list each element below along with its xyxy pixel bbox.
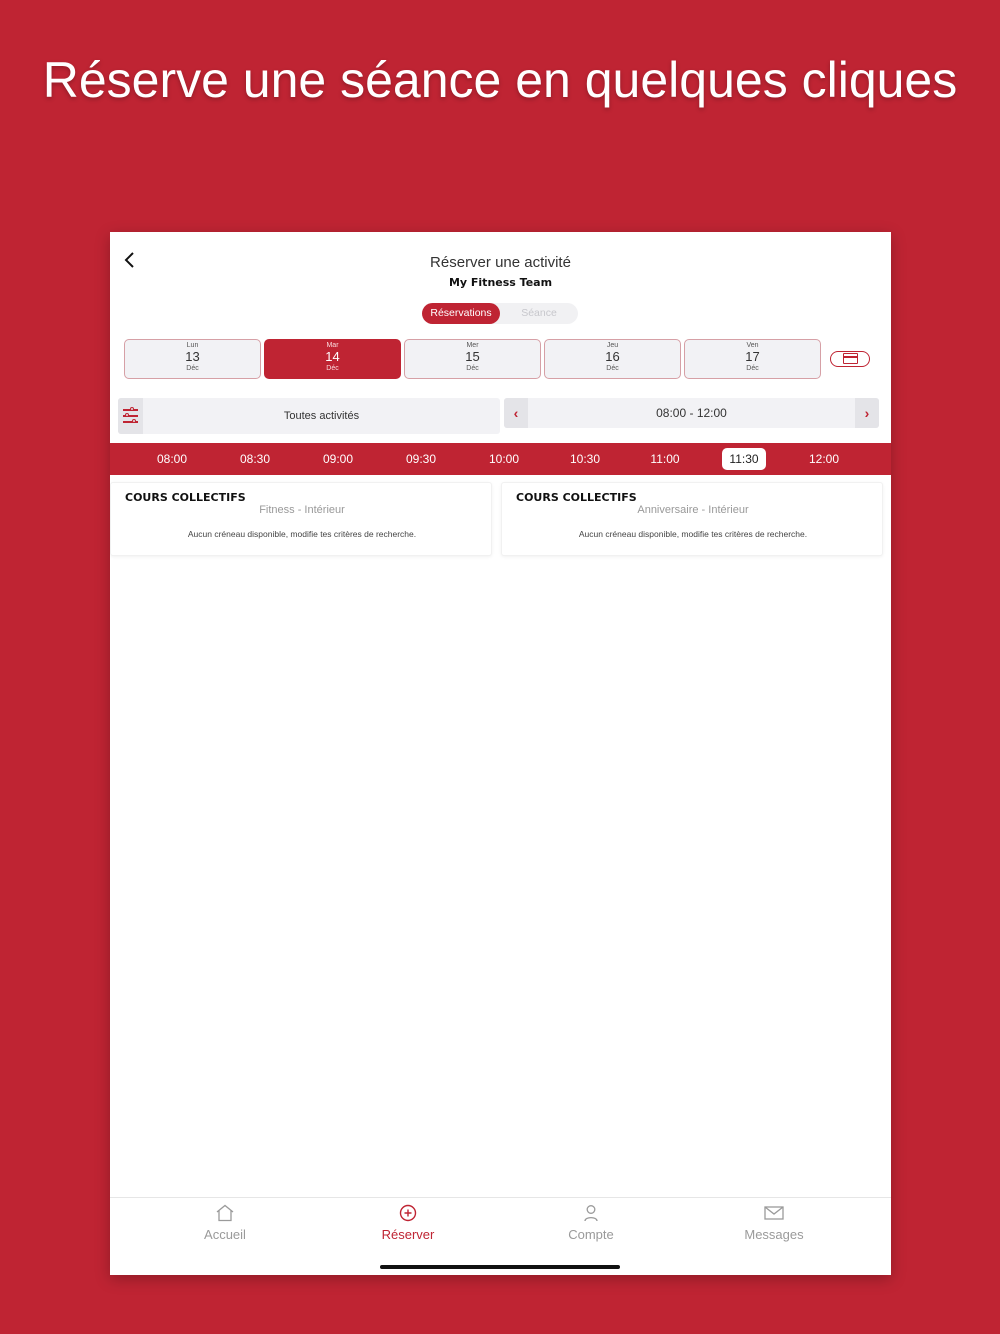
time-slot-bar: [110, 443, 891, 475]
day-name: Lun: [186, 342, 199, 349]
card-empty-message: Aucun créneau disponible, modifie tes critères de recherche.: [578, 529, 808, 539]
home-icon: [215, 1204, 235, 1222]
day-chip-mer[interactable]: [404, 339, 541, 379]
card-title: COURS COLLECTIFS: [516, 491, 637, 504]
day-chip-jeu[interactable]: [544, 339, 681, 379]
day-number: 13: [185, 349, 200, 364]
home-indicator[interactable]: [380, 1265, 620, 1269]
user-icon: [581, 1204, 601, 1222]
day-number: 17: [745, 349, 760, 364]
day-month: Déc: [466, 365, 479, 372]
tab-label: Messages: [744, 1227, 804, 1242]
tab-label: Compte: [568, 1227, 614, 1242]
time-slot[interactable]: 08:00: [156, 452, 188, 466]
time-slot[interactable]: 12:00: [808, 452, 840, 466]
chevron-left-icon: ‹: [513, 405, 519, 421]
tab-messages[interactable]: [699, 1198, 849, 1248]
calendar-button[interactable]: [830, 351, 870, 367]
day-number: 15: [465, 349, 480, 364]
sliders-icon[interactable]: [118, 398, 143, 434]
promo-headline: Réserve une séance en quelques cliques: [42, 52, 958, 108]
day-chip-lun[interactable]: [124, 339, 261, 379]
mail-icon: [764, 1204, 784, 1222]
tab-label: Réserver: [381, 1227, 435, 1242]
time-slot[interactable]: 10:00: [488, 452, 520, 466]
prev-range-button[interactable]: [504, 398, 528, 428]
day-month: Déc: [606, 365, 619, 372]
tab-accueil[interactable]: [150, 1198, 300, 1248]
activity-filter-label: Toutes activités: [283, 410, 360, 422]
day-month: Déc: [186, 365, 199, 372]
day-name: Ven: [746, 342, 759, 349]
app-screen: [110, 232, 891, 1275]
club-name: My Fitness Team: [448, 276, 553, 289]
page-title: Réserver une activité: [430, 254, 571, 271]
day-picker: [124, 339, 884, 379]
day-number: 14: [325, 349, 340, 364]
card-subtitle: Anniversaire - Intérieur: [637, 504, 749, 516]
segment-seance[interactable]: Séance: [521, 307, 557, 319]
segment-reservations[interactable]: Réservations: [422, 303, 500, 324]
day-number: 16: [605, 349, 620, 364]
time-range-selector: [504, 398, 879, 428]
activity-filter[interactable]: [118, 398, 500, 434]
tab-bar: [110, 1197, 891, 1261]
time-slot[interactable]: 09:00: [322, 452, 354, 466]
day-month: Déc: [746, 365, 759, 372]
activity-card-anniversaire[interactable]: [501, 482, 883, 556]
day-chip-ven[interactable]: [684, 339, 821, 379]
chevron-right-icon: ›: [864, 405, 870, 421]
activity-card-fitness[interactable]: [110, 482, 492, 556]
day-name: Mar: [326, 342, 339, 349]
time-slot[interactable]: 09:30: [405, 452, 437, 466]
next-range-button[interactable]: [855, 398, 879, 428]
time-slot[interactable]: 08:30: [239, 452, 271, 466]
time-slot[interactable]: 10:30: [569, 452, 601, 466]
time-slot-selected[interactable]: 11:30: [722, 448, 766, 470]
day-name: Mer: [466, 342, 479, 349]
card-title: COURS COLLECTIFS: [125, 491, 246, 504]
time-range-label: 08:00 - 12:00: [656, 406, 727, 420]
time-slot[interactable]: 11:00: [650, 452, 680, 466]
day-name: Jeu: [606, 342, 619, 349]
card-subtitle: Fitness - Intérieur: [259, 504, 345, 516]
tab-compte[interactable]: [516, 1198, 666, 1248]
day-month: Déc: [326, 365, 339, 372]
tab-label: Accueil: [204, 1227, 246, 1242]
view-segmented-control: [422, 303, 578, 324]
calendar-icon: [843, 353, 858, 364]
plus-circle-icon: [398, 1204, 418, 1222]
tab-reserver[interactable]: [333, 1198, 483, 1248]
card-empty-message: Aucun créneau disponible, modifie tes critères de recherche.: [187, 529, 417, 539]
day-chip-mar[interactable]: [264, 339, 401, 379]
